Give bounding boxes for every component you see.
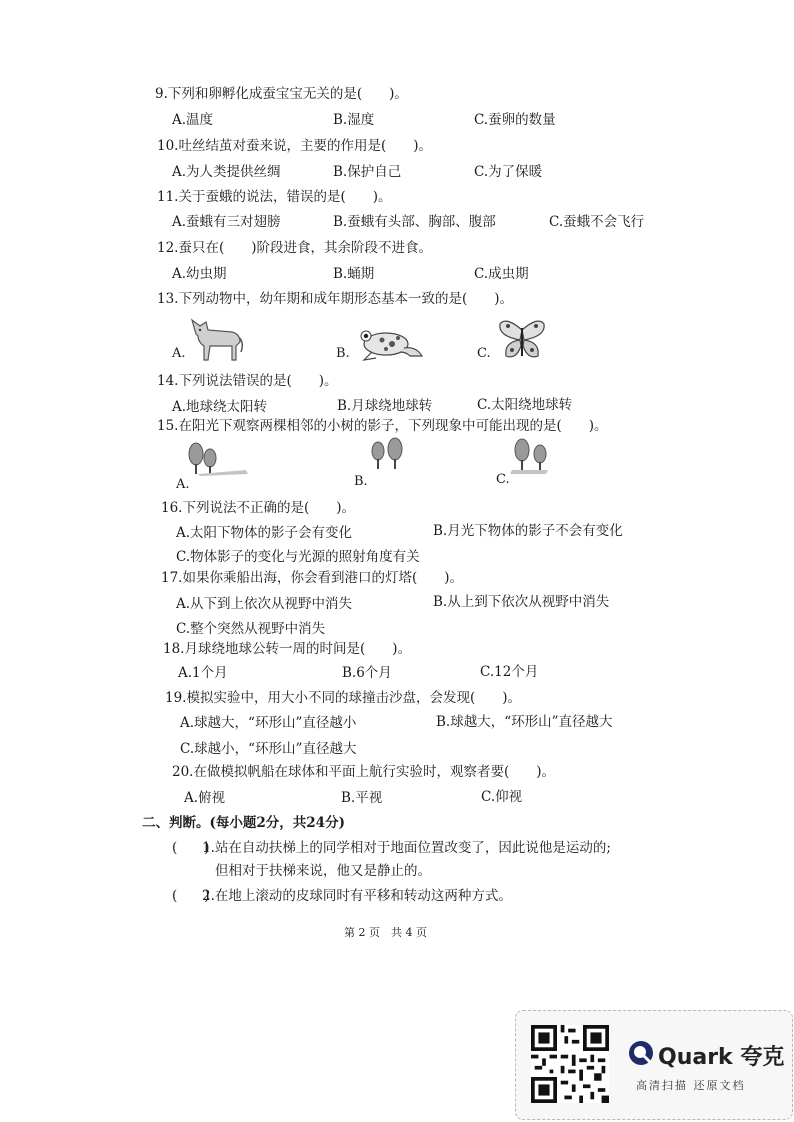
question-14-option-a: A.地球绕太阳转 [172,399,268,415]
trees-shadow-a-image [186,440,252,480]
trees-shadow-b-image [368,437,408,473]
question-13-option-b-label: B. [336,346,350,361]
question-17-stem: 17.如果你乘船出海，你会看到港口的灯塔( )。 [161,570,464,586]
question-9-stem: 9.下列和卵孵化成蚕宝宝无关的是( )。 [155,86,408,102]
judgement-1-text: 1.站在自动扶梯上的同学相对于地面位置改变了，因此说他是运动的; [202,840,611,856]
question-18-option-c: C.12个月 [480,664,539,680]
question-15-stem: 15.在阳光下观察两棵相邻的小树的影子，下列现象中可能出现的是( )。 [157,418,608,434]
horse-image [186,316,244,362]
question-20-option-a: A.俯视 [184,790,226,806]
question-12-option-c: C.成虫期 [474,266,529,282]
question-20-stem: 20.在做模拟帆船在球体和平面上航行实验时，观察者要( )。 [172,764,556,780]
question-9-option-a: A.温度 [172,112,214,128]
question-18-option-a: A.1个月 [178,665,228,681]
quark-slogan: 高清扫描 还原文档 [636,1079,746,1092]
question-10-option-c: C.为了保暖 [474,164,543,180]
question-16-option-c: C.物体影子的变化与光源的照射角度有关 [176,549,420,565]
frog-image [352,322,424,362]
question-11-stem: 11.关于蚕蛾的说法，错误的是( )。 [157,189,392,205]
question-16-option-b: B.月光下物体的影子不会有变化 [433,523,623,539]
quark-logo-icon [628,1040,654,1066]
question-16-stem: 16.下列说法不正确的是( )。 [161,500,356,516]
question-15-option-b-label: B. [354,474,368,489]
question-10-option-a: A.为人类提供丝绸 [172,164,281,180]
judgement-1-text-continued: 但相对于扶梯来说，他又是静止的。 [215,863,431,879]
judgement-2-blank: ( ) [172,888,210,904]
question-13-stem: 13.下列动物中，幼年期和成年期形态基本一致的是( )。 [157,291,514,307]
question-20-option-c: C.仰视 [481,789,523,805]
question-17-option-b: B.从上到下依次从视野中消失 [433,594,610,610]
trees-shadow-c-image [508,436,554,478]
question-10-option-b: B.保护自己 [333,164,402,180]
judgement-2-text: 2.在地上滚动的皮球同时有平移和转动这两种方式。 [202,888,512,904]
quark-brand-text: Quark 夸克 [658,1045,785,1070]
question-16-option-a: A.太阳下物体的影子会有变化 [176,525,353,541]
question-14-option-b: B.月球绕地球转 [337,398,433,414]
question-20-option-b: B.平视 [341,790,383,806]
question-11-option-a: A.蚕蛾有三对翅膀 [172,214,281,230]
question-14-option-c: C.太阳绕地球转 [477,397,573,413]
question-18-option-b: B.6个月 [342,665,392,681]
question-15-option-c-label: C. [496,472,510,487]
question-14-stem: 14.下列说法错误的是( )。 [157,373,338,389]
question-19-option-c: C.球越小，“环形山”直径越大 [180,741,357,757]
question-19-stem: 19.模拟实验中，用大小不同的球撞击沙盘，会发现( )。 [165,690,522,706]
butterfly-image [496,316,548,364]
question-12-stem: 12.蚕只在( )阶段进食，其余阶段不进食。 [157,240,433,256]
question-13-option-a-label: A. [172,346,186,361]
question-19-option-b: B.球越大，“环形山”直径越大 [436,714,613,730]
judgement-1-blank: ( ) [172,840,210,856]
question-12-option-b: B.蛹期 [333,266,375,282]
question-17-option-c: C.整个突然从视野中消失 [176,621,326,637]
question-11-option-c: C.蚕蛾不会飞行 [549,214,645,230]
question-10-stem: 10.吐丝结茧对蚕来说，主要的作用是( )。 [157,138,433,154]
question-12-option-a: A.幼虫期 [172,266,227,282]
question-9-option-b: B.湿度 [333,112,375,128]
question-18-stem: 18.月球绕地球公转一周的时间是( )。 [163,641,412,657]
question-19-option-a: A.球越大，“环形山”直径越小 [180,715,357,731]
qr-code-icon [531,1025,609,1103]
page-footer: 第 2 页 共 4 页 [344,926,427,939]
question-15-option-a-label: A. [176,477,190,492]
question-9-option-c: C.蚕卵的数量 [474,112,556,128]
question-11-option-b: B.蚕蛾有头部、胸部、腹部 [333,214,496,230]
section-2-heading: 二、判断。(每小题2分，共24分) [142,815,345,831]
question-17-option-a: A.从下到上依次从视野中消失 [176,596,353,612]
question-13-option-c-label: C. [477,346,491,361]
